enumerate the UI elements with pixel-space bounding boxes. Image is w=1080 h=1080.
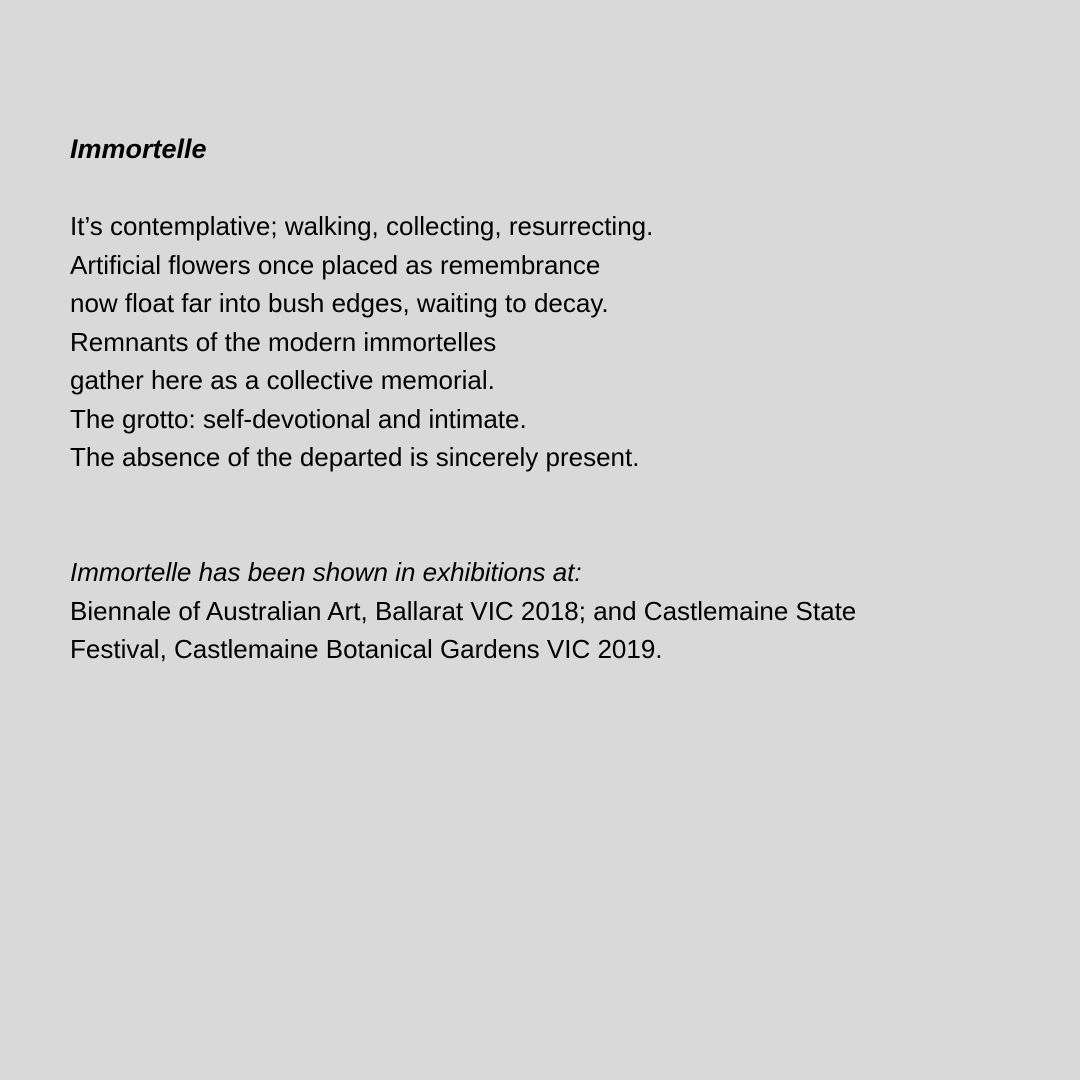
poem-line: The grotto: self-devotional and intimate. <box>70 403 527 434</box>
exhibitions-line: Biennale of Australian Art, Ballarat VIC 2018; and Castlemaine State <box>70 595 857 626</box>
exhibitions-line: Festival, Castlemaine Botanical Gardens VIC 2019. <box>70 634 663 664</box>
poem <box>70 207 653 477</box>
artwork-title: Immortelle <box>70 134 207 164</box>
exhibitions-heading: Immortelle has been shown in exhibitions at: <box>70 557 582 587</box>
poem-line: Remnants of the modern immortelles <box>70 326 497 357</box>
poem-line: Artificial flowers once placed as remembrance <box>70 249 601 280</box>
poem-line: gather here as a collective memorial. <box>70 365 495 395</box>
poem-line: It’s contemplative; walking, collecting, resurrecting. <box>70 211 654 241</box>
exhibitions-section <box>70 553 970 669</box>
poem-line: now float far into bush edges, waiting to decay. <box>70 288 609 318</box>
poem-line: The absence of the departed is sincerely present. <box>70 442 640 472</box>
